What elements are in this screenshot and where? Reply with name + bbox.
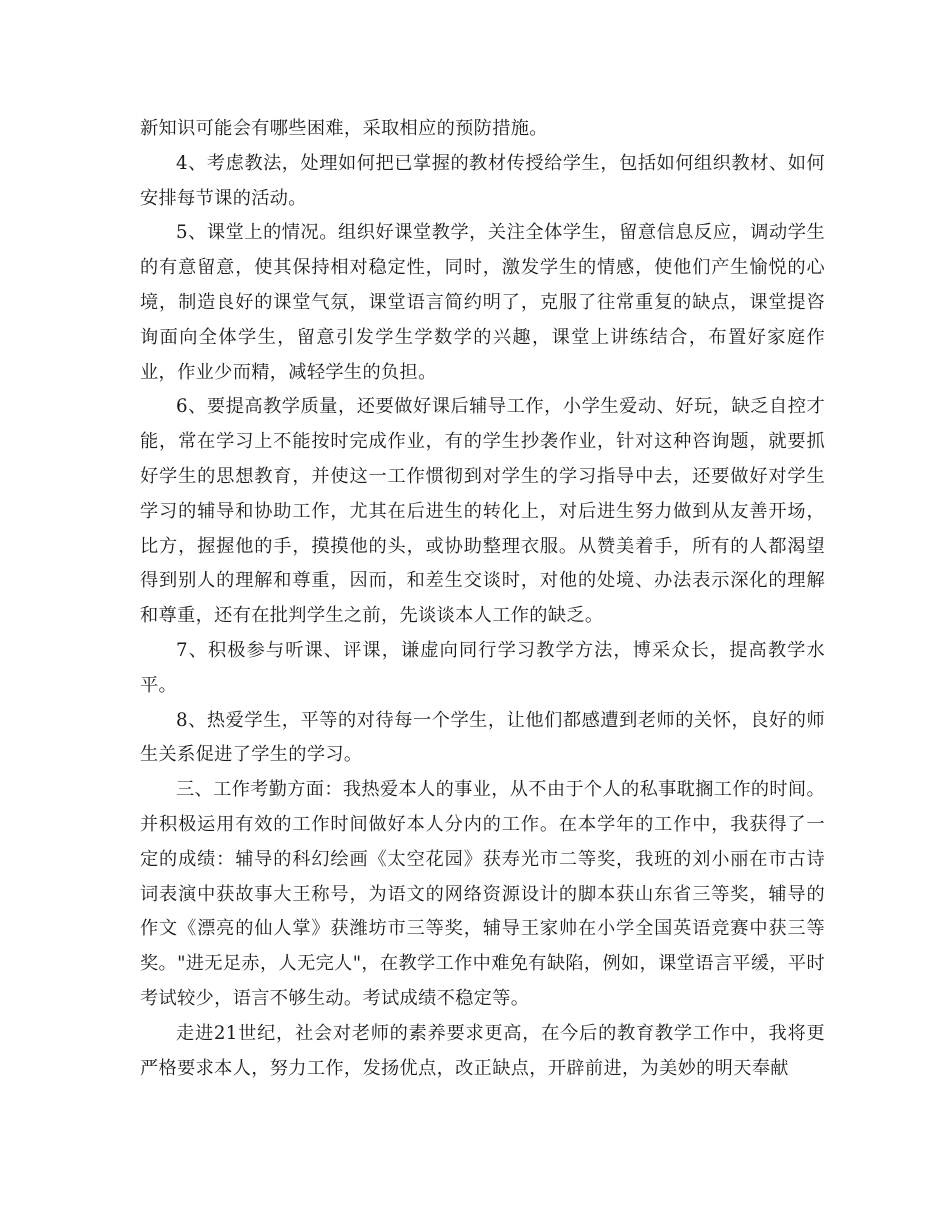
paragraph-continuation: 新知识可能会有哪些困难，采取相应的预防措施。 (140, 118, 548, 139)
paragraph-item-6: 6、要提高教学质量，还要做好课后辅导工作，小学生爱动、好玩，缺乏自控才能，常在学习上不能按时完成作业，有的学生抄袭作业，针对这种咨询题，就要抓好学生的思想教育，并使这一工作惯彻到对学生的学习指导中去，还要做好对学生学习的辅导和协助工作，尤其在后进生的转化上，对后进生努力做到从友善开场，比方，握握他的手，摸摸他的头，或协助整理衣服。从赞美着手，所有的人都渴望得到别人的理解和尊重，因而，和差生交谈时，对他的处境、办法表示深化的理解和尊重，还有在批判学生之前，先谈谈本人工作的缺乏。 (140, 396, 825, 627)
paragraph-item-7: 7、积极参与听课、评课，谦虚向同行学习教学方法，博采众长，提高教学水平。 (140, 639, 825, 696)
document-body (140, 112, 825, 1086)
paragraph-section-attendance: 三、工作考勤方面：我热爱本人的事业，从不由于个人的私事耽搁工作的时间。并积极运用有效的工作时间做好本人分内的工作。在本学年的工作中，我获得了一定的成绩：辅导的科幻绘画《太空花园》获寿光市二等奖，我班的刘小丽在市古诗词表演中获故事大王称号，为语文的网络资源设计的脚本获山东省三等奖，辅导的作文《漂亮的仙人掌》获潍坊市三等奖，辅导王家帅在小学全国英语竞赛中获三等奖。"进无足赤，人无完人"，在教学工作中难免有缺陷，例如，课堂语言平缓，平时考试较少，语言不够生动。考试成绩不稳定等。 (140, 779, 825, 1009)
paragraph-item-8: 8、热爱学生，平等的对待每一个学生，让他们都感遭到老师的关怀，良好的师生关系促进了学生的学习。 (140, 709, 825, 766)
paragraph-item-5: 5、课堂上的情况。组织好课堂教学，关注全体学生，留意信息反应，调动学生的有意留意，使其保持相对稳定性，同时，激发学生的情感，使他们产生愉悦的心境，制造良好的课堂气氛，课堂语言简约明了，克服了往常重复的缺点，课堂提咨询面向全体学生，留意引发学生学数学的兴趣，课堂上讲练结合，布置好家庭作业，作业少而精，减轻学生的负担。 (140, 222, 825, 383)
paragraph-item-4: 4、考虑教法，处理如何把已掌握的教材传授给学生，包括如何组织教材、如何安排每节课的活动。 (140, 152, 825, 209)
paragraph-closing: 走进21世纪，社会对老师的素养要求更高，在今后的教育教学工作中，我将更严格要求本人，努力工作，发扬优点，改正缺点，开辟前进，为美妙的明天奉献 (140, 1022, 825, 1079)
